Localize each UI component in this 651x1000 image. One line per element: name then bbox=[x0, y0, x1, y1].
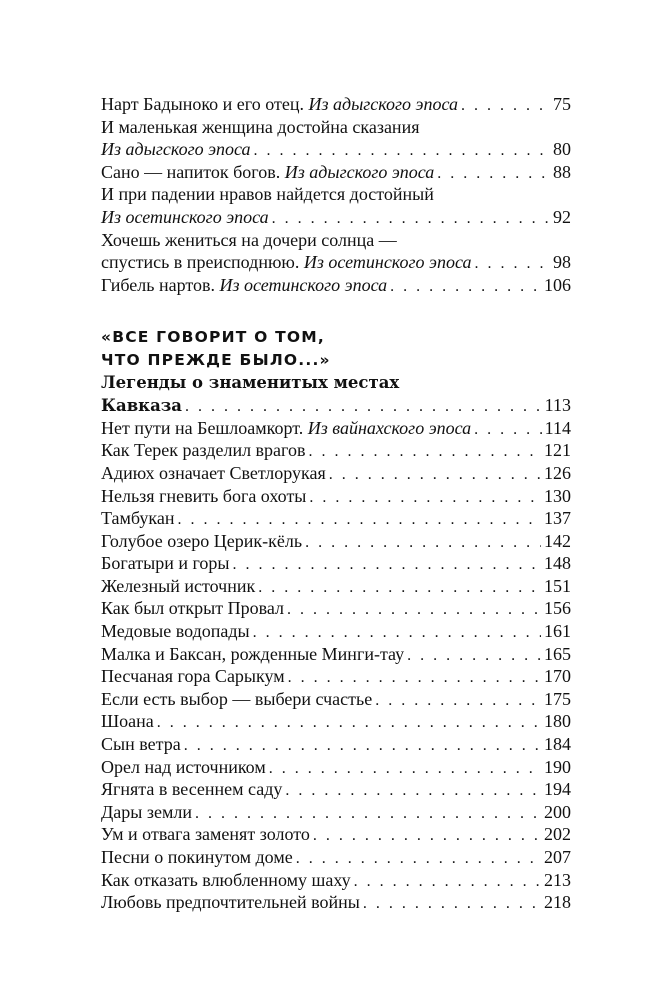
section-subheading: Легенды о знаменитых местах bbox=[101, 372, 400, 392]
entry-title-line: Хочешь жениться на дочери солнца — bbox=[101, 229, 397, 250]
toc-entry bbox=[101, 439, 571, 462]
toc-entry bbox=[101, 620, 571, 643]
section-subheading: Кавказа bbox=[101, 396, 182, 416]
leader-dots bbox=[308, 441, 541, 464]
leader-dots bbox=[184, 735, 541, 758]
entry-title: Песчаная гора Сарыкум bbox=[101, 666, 285, 687]
entry-title: Как был открыт Провал bbox=[101, 598, 284, 619]
toc-entry bbox=[101, 665, 571, 688]
entry-title: Нарт Бадыноко и его отец. Из адыгского эпоса bbox=[101, 94, 459, 114]
entry-source: Из осетинского эпоса bbox=[303, 252, 472, 273]
toc-entry bbox=[101, 891, 571, 914]
entry-title: Малка и Баксан, рожденные Минги-тау bbox=[101, 643, 405, 664]
leader-dots bbox=[258, 577, 541, 600]
entry-title: Богатыри и горы bbox=[101, 553, 230, 574]
toc-entry bbox=[101, 530, 571, 553]
leader-dots bbox=[287, 599, 541, 622]
entry-source: Из адыгского эпоса bbox=[284, 161, 435, 182]
leader-dots bbox=[178, 509, 542, 532]
page-number: 202 bbox=[544, 824, 571, 845]
entry-title: Медовые водопады bbox=[101, 621, 250, 642]
entry-title-line: И при падении нравов найдется достойный bbox=[101, 184, 434, 205]
section-heading: ЧТО ПРЕЖДЕ БЫЛО...» bbox=[101, 350, 331, 369]
toc-entry bbox=[101, 394, 571, 417]
leader-dots bbox=[157, 712, 541, 735]
toc-entry bbox=[101, 417, 571, 440]
leader-dots bbox=[474, 419, 542, 442]
entry-title: Песни о покинутом доме bbox=[101, 847, 293, 867]
page-number: 207 bbox=[544, 847, 571, 867]
leader-dots bbox=[437, 163, 550, 186]
leader-dots bbox=[296, 848, 541, 871]
toc-entry bbox=[101, 485, 571, 508]
section-gap bbox=[101, 296, 571, 326]
page-number: 190 bbox=[544, 756, 571, 777]
toc-entry bbox=[101, 710, 571, 733]
page-number: 184 bbox=[544, 734, 571, 755]
toc-entry bbox=[101, 733, 571, 756]
leader-dots bbox=[288, 667, 541, 690]
leader-dots bbox=[329, 464, 541, 487]
leader-dots bbox=[475, 253, 550, 276]
toc-entry bbox=[101, 869, 571, 892]
page-number: 165 bbox=[544, 643, 571, 664]
entry-title: Гибель нартов. Из осетинского эпоса bbox=[101, 274, 388, 295]
toc-entry bbox=[101, 161, 571, 184]
section-heading: «ВСЕ ГОВОРИТ О ТОМ, bbox=[101, 328, 325, 347]
toc-entry bbox=[101, 597, 571, 620]
entry-title: Голубое озеро Церик-кёль bbox=[101, 530, 303, 551]
entry-title: Если есть выбор — выбери счастье bbox=[101, 688, 373, 709]
leader-dots bbox=[363, 893, 541, 916]
page-number: 151 bbox=[544, 575, 571, 596]
leader-dots bbox=[185, 396, 542, 419]
leader-dots bbox=[233, 554, 542, 577]
entry-source: Из вайнахского эпоса bbox=[307, 417, 472, 438]
page-number: 156 bbox=[544, 598, 571, 619]
page-number: 142 bbox=[544, 530, 571, 551]
leader-dots bbox=[309, 487, 541, 510]
entry-title: Сано — напиток богов. Из адыгского эпоса bbox=[101, 161, 435, 182]
page-number: 175 bbox=[544, 688, 571, 709]
page-number: 194 bbox=[544, 779, 571, 800]
entry-title: Как Терек разделил врагов bbox=[101, 440, 306, 461]
leader-dots bbox=[253, 622, 541, 645]
toc-entry bbox=[101, 778, 571, 801]
page-number: 170 bbox=[544, 666, 571, 687]
toc-entry-list bbox=[101, 439, 571, 913]
toc-entry bbox=[101, 823, 571, 846]
page-number: 121 bbox=[544, 440, 571, 461]
page-number: 106 bbox=[544, 274, 571, 295]
entry-title: спустись в преисподнюю. Из осетинского эпоса bbox=[101, 252, 472, 273]
page-number: 213 bbox=[544, 869, 571, 890]
toc-entry bbox=[101, 756, 571, 779]
page-number: 126 bbox=[544, 462, 571, 483]
entry-title: Тамбукан bbox=[101, 508, 175, 529]
table-of-contents bbox=[101, 93, 571, 914]
page-number: 200 bbox=[544, 801, 571, 822]
toc-entry bbox=[101, 801, 571, 824]
page-number: 88 bbox=[553, 161, 571, 182]
leader-dots bbox=[407, 645, 541, 668]
toc-entry bbox=[101, 846, 571, 869]
toc-entry bbox=[101, 575, 571, 598]
entry-title: Железный источник bbox=[101, 575, 256, 596]
leader-dots bbox=[313, 825, 541, 848]
page-number: 161 bbox=[544, 621, 571, 642]
toc-entry bbox=[101, 251, 571, 274]
entry-title bbox=[101, 206, 269, 229]
page-number: 180 bbox=[544, 711, 571, 732]
entry-title: Сын ветра bbox=[101, 734, 181, 755]
leader-dots bbox=[195, 803, 541, 826]
entry-title-line: И маленькая женщина достойна сказания bbox=[101, 116, 420, 137]
page-number: 130 bbox=[544, 485, 571, 506]
entry-title: Ум и отвага заменят золото bbox=[101, 824, 310, 845]
leader-dots bbox=[272, 208, 550, 231]
toc-entry bbox=[101, 206, 571, 229]
toc-entry bbox=[101, 507, 571, 530]
leader-dots bbox=[305, 532, 541, 555]
page-number: 148 bbox=[544, 553, 571, 574]
leader-dots bbox=[269, 758, 541, 781]
entry-title: Орел над источником bbox=[101, 756, 266, 777]
page-number: 137 bbox=[544, 508, 571, 529]
leader-dots bbox=[390, 276, 541, 299]
toc-entry bbox=[101, 688, 571, 711]
page-number: 80 bbox=[553, 139, 571, 160]
entry-source: Из осетинского эпоса bbox=[219, 274, 388, 295]
page-number: 98 bbox=[553, 252, 571, 273]
toc-entry bbox=[101, 643, 571, 666]
toc-entry bbox=[101, 552, 571, 575]
entry-title: Любовь предпочтительней войны bbox=[101, 892, 360, 913]
page-number: 92 bbox=[553, 206, 571, 227]
page-number: 113 bbox=[544, 395, 571, 416]
leader-dots bbox=[285, 780, 541, 803]
entry-source: Из осетинского эпоса bbox=[101, 206, 269, 227]
entry-source: Из адыгского эпоса bbox=[308, 94, 459, 114]
entry-title: Шоана bbox=[101, 711, 154, 732]
entry-title bbox=[101, 138, 251, 161]
entry-title: Как отказать влюбленному шаху bbox=[101, 869, 351, 890]
entry-title: Ягнята в весеннем саду bbox=[101, 779, 283, 800]
page-number: 114 bbox=[544, 417, 571, 438]
entry-title: Адиюх означает Светлорукая bbox=[101, 462, 326, 483]
leader-dots bbox=[375, 690, 541, 713]
entry-title: Нельзя гневить бога охоты bbox=[101, 485, 307, 506]
page-number: 218 bbox=[544, 892, 571, 913]
entry-source: Из адыгского эпоса bbox=[101, 139, 251, 160]
page-number: 75 bbox=[553, 94, 571, 114]
toc-entry bbox=[101, 462, 571, 485]
entry-title: Дары земли bbox=[101, 801, 192, 822]
toc-entry bbox=[101, 93, 571, 116]
toc-entry bbox=[101, 138, 571, 161]
leader-dots bbox=[461, 95, 550, 118]
leader-dots bbox=[354, 871, 541, 894]
toc-entry bbox=[101, 274, 571, 297]
entry-title: Нет пути на Бешлоамкорт. Из вайнахского эпоса bbox=[101, 417, 472, 438]
leader-dots bbox=[254, 140, 550, 163]
